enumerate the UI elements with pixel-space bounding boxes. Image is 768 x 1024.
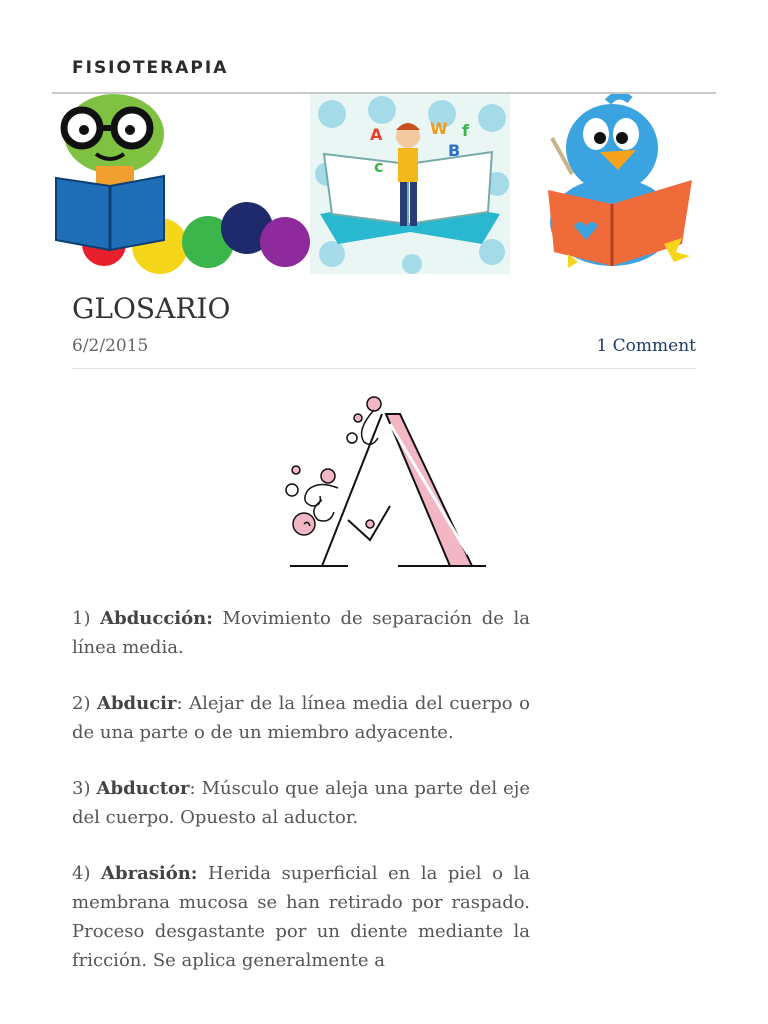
post-title: GLOSARIO: [72, 292, 231, 325]
meta-divider: [72, 368, 696, 369]
post-date: 6/2/2015: [72, 336, 149, 356]
header-banner: [52, 94, 716, 274]
ornamental-letter-a-icon: [278, 390, 490, 572]
comments-link[interactable]: 1 Comment: [596, 336, 696, 356]
glossary-term: Abductor: [96, 778, 190, 799]
glossary-term: Abducir: [97, 693, 177, 714]
glossary-entry: 3) Abductor: Músculo que aleja una parte del eje del cuerpo. Opuesto al aductor.: [72, 778, 530, 828]
svg-text:W: W: [430, 119, 448, 138]
child-alphabet-book-icon: [310, 94, 510, 274]
bookworm-reading-icon: [56, 94, 310, 274]
site-title[interactable]: FISIOTERAPIA: [72, 58, 229, 78]
bird-reading-book-icon: [548, 95, 692, 268]
glossary-entry: 2) Abducir: Alejar de la línea media del cuerpo o de una parte o de un miembro adyacente.: [72, 693, 530, 743]
svg-text:A: A: [370, 125, 383, 144]
glossary-entries: [72, 604, 530, 1002]
glossary-term: Abrasión:: [101, 863, 198, 884]
glossary-entry: 1) Abducción: Movimiento de separación de la línea media.: [72, 608, 530, 658]
glossary-entry: 4) Abrasión: Herida superficial en la piel o la membrana mucosa se han retirado por raspado. Proceso desgastante por un diente mediante la fricción. Se aplica generalmente a: [72, 863, 530, 971]
svg-text:c: c: [374, 157, 384, 176]
svg-text:B: B: [448, 141, 461, 160]
svg-text:f: f: [462, 121, 469, 140]
glossary-term: Abducción:: [100, 608, 213, 629]
